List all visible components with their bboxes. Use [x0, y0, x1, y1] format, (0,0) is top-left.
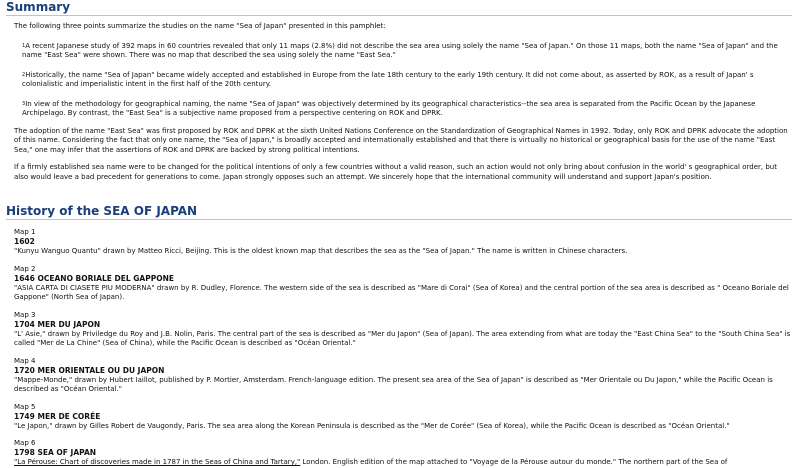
- summary-paragraph: If a firmly established sea name were to be changed for the political intentions of only a few countries without a valid reason, such an action would not only bring about confusion in the world' s geographical order, but also would leave a bad precedent for generations to come. Japan strongly opposes such an attempt. We sincerely hope that the international community will understand and support Japan's position.: [14, 163, 777, 181]
- map-entry: [14, 357, 792, 395]
- map-year: 1646 OCEANO BORIALE DEL GAPPONE: [14, 273, 175, 283]
- bullet-mark-icon: 2: [22, 71, 26, 78]
- bullet-mark-icon: 1: [22, 42, 26, 49]
- map-year: 1720 MER ORIENTALE OU DU JAPON: [14, 365, 165, 375]
- map-label: Map 2: [14, 264, 36, 273]
- summary-intro: The following three points summarize the studies on the name "Sea of Japan" presented in this pamphlet:: [14, 22, 386, 30]
- summary-point: [22, 100, 792, 119]
- map-label: Map 6: [14, 439, 36, 447]
- map-year: 1602: [14, 237, 35, 246]
- map-description-link[interactable]: "La Pérouse: Chart of discoveries made in 1787 in the Seas of China and Tartary,": [14, 458, 301, 466]
- summary-paragraph: The adoption of the name "East Sea" was first proposed by ROK and DPRK at the sixth United Nations Conference on the Standardization of Geographical Names in 1992. Today, only ROK and DPRK advocate the adoption of this name. Considering the fact that only one name, the "Sea of Japan," is broadly accepted and internationally established and that there is virtually no historical or geographical basis for the use of the name "East Sea," one may infer that the assertions of ROK and DPRK are backed by strong political intentions.: [14, 126, 788, 154]
- summary-heading: Summary: [6, 0, 792, 16]
- bullet-mark-icon: 3: [22, 100, 26, 107]
- map-entry: [14, 439, 792, 468]
- map-year: 1704 MER DU JAPON: [14, 319, 101, 329]
- map-entry: [14, 311, 792, 349]
- summary-point-text: Historically, the name "Sea of Japan" became widely accepted and established in Europe from the late 18th century to the early 19th century. It did not come about, as asserted by ROK, as a result of Japan' s colonialistic and imperialistic intent in the first half of the 20th century.: [22, 70, 754, 88]
- map-description: [14, 458, 792, 468]
- map-description: "L' Asie," drawn by Priviledge du Roy and J.B. Nolin, Paris. The central part of the sea is described as "Mer du Japon" (Sea of Japan). The area extending from what are today the "East China Sea" to the "South China Sea" is called "Mer de La Chine" (Sea of China), while the Pacific Ocean is described as "Océan Oriental.": [14, 329, 791, 347]
- map-entry: [14, 403, 792, 432]
- map-label: Map 3: [14, 310, 36, 319]
- map-label: Map 5: [14, 402, 36, 411]
- map-entry: [14, 228, 792, 257]
- map-description: "Mappe-Monde," drawn by Hubert Iaillot, published by P. Mortier, Amsterdam. French-language edition. The present sea area of the Sea of Japan" is described as "Mer Orientale ou Du Japon," while the Pacific Ocean is described as "Océan Oriental.": [14, 375, 773, 393]
- map-description: "Kunyu Wanguo Quantu" drawn by Matteo Ricci, Beijing. This is the oldest known map that describes the sea as the "Sea of Japan." The name is written in Chinese characters.: [14, 247, 628, 255]
- map-year: 1798 SEA OF JAPAN: [14, 448, 97, 457]
- summary-point: [22, 71, 792, 90]
- map-entry: [14, 265, 792, 303]
- map-year: 1749 MER DE CORÉE: [14, 411, 101, 421]
- map-description: "ASIA CARTA DI CIASETE PIU MODERNA" drawn by R. Dudley, Florence. The western side of the sea is described as "Mare di Corai" (Sea of Korea) and the central portion of the sea area is described as " Oceano Boriale del Gappone" (North Sea of Japan).: [14, 283, 789, 301]
- history-heading: History of the SEA OF JAPAN: [6, 204, 792, 220]
- map-label: Map 1: [14, 228, 36, 236]
- summary-points: [22, 42, 792, 119]
- map-label: Map 4: [14, 356, 36, 365]
- summary-point-text: A recent Japanese study of 392 maps in 60 countries revealed that only 11 maps (2.8%) did not describe the sea area using solely the name "Sea of Japan." On those 11 maps, both the name "Sea of Japan" and the name "East Sea" were shown. There was no map that described the sea using solely the name "East Sea.": [22, 41, 778, 59]
- summary-point-text: In view of the methodology for geographical naming, the name "Sea of Japan" was objectively determined by its geographical characteristics--the sea area is separated from the Pacific Ocean by the Japanese Archipelago. By contrast, the "East Sea" is a subjective name proposed from a perspective centering on ROK and DPRK.: [22, 99, 756, 117]
- summary-point: [22, 42, 792, 61]
- map-description: "Le Japon," drawn by Gilles Robert de Vaugondy, Paris. The sea area along the Korean Peninsula is described as the "Mer de Corée" (Sea of Korea), while the Pacific Ocean is described as "Océan Oriental.": [14, 421, 730, 430]
- map-description-text: London. English edition of the map attached to "Voyage de la Pérouse autour du monde." The northern part of the Sea of: [300, 458, 728, 466]
